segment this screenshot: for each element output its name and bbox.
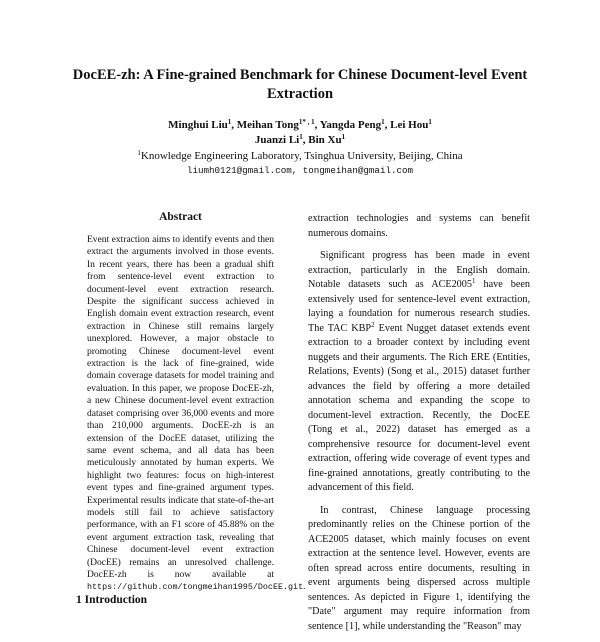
abstract-heading: Abstract [159, 211, 202, 223]
paragraph: Significant progress has been made in event extraction, particularly in the English domain. Notable datasets such as ACE2005$^1$ have been extensively used for sentence-level event extraction, laying a foundation for numerous research studies. The TAC KBP$^2$ Event Nugget dataset extends event extraction to a broader context by including event nuggets and their arguments. The Rich ERE (Entities, Relations, Events) (Song et al., 2015) dataset further advances the field by offering a more detailed annotation schema and expanding the scope to document-level extraction. Recently, the DocEE (Tong et al., 2022) dataset has emerged as a comprehensive resource for document-level event extraction, offering wide coverage of event types and fine-grained annotations, greatly contributing to the advancement of this field. [308, 250, 531, 493]
author-emails: liumh0121@gmail.com, tongmeihan@gmail.com [186, 165, 414, 176]
right-column [308, 212, 530, 642]
author-list [60, 118, 540, 148]
abstract-body: Event extraction aims to identify events and then extract the arguments involved in those events. In recent years, there has been a gradual shift from sentence-level event extraction to document-level event extraction research. Despite the significant success achieved in English domain event extraction research, event extraction in Chinese still remains largely unexplored. However, a major obstacle to promoting Chinese document-level event extraction is the lack of fine-grained, wide domain coverage datasets for model training and evaluation. In this paper, we propose DocEE-zh, a new Chinese document-level event extraction dataset comprising over 36,000 events and more than 210,000 arguments. DocEE-zh is an extension of the DocEE dataset, utilizing the same event schema, and all data has been meticulously annotated by human experts. We highlight two features: focus on high-interest event types and fine-grained argument types. Experimental results indicate that state-of-the-art models still fail to achieve satisfactory performance, with an F1 score of 45.88% on the event argument extraction task, revealing that Chinese document-level event extraction (DocEE) remains an unresolved challenge. DocEE-zh is now available at https://github.com/tongmeihan1995/DocEE.git. [87, 235, 306, 593]
author-name: Juanzi Li [254, 134, 300, 146]
abstract-text: Event extraction aims to identify events and then extract the arguments involved in those events. In recent years, there has been a gradual shift from sentence-level event extraction to document-level event extraction research. Despite the significant success achieved in English domain event extraction research, event extraction in Chinese still remains largely unexplored. However, a major obstacle to promoting Chinese document-level event extraction is the lack of fine-grained, wide domain coverage datasets for model training and evaluation. In this paper, we propose DocEE-zh, a new Chinese document-level event extraction dataset comprising over 36,000 events and more than 210,000 arguments. DocEE-zh is an extension of the DocEE dataset, utilizing the same event schema, and all data has been meticulously annotated by human experts. We highlight two features: focus on high-interest event types and fine-grained argument types. Experimental results indicate that state-of-the-art models still fail to achieve satisfactory performance, with an F1 score of 45.88% on the event argument extraction task, revealing that Chinese document-level event extraction (DocEE) remains an unresolved challenge. DocEE-zh is now available at [87, 235, 274, 580]
author-name: Yangda Peng [319, 119, 382, 131]
author-name: Minghui Liu [168, 119, 228, 131]
author-name: Lei Hou [390, 119, 429, 131]
authors-line-2: Juanzi Li$^1$, Bin Xu$^1$ [254, 133, 346, 146]
paper-title: DocEE-zh: A Fine-grained Benchmark for Chinese Document-level Event Extraction [72, 67, 528, 102]
author-name: Meihan Tong [236, 119, 299, 131]
author-name: Bin Xu [308, 134, 342, 146]
affiliation: $^1$Knowledge Engineering Laboratory, Tsinghua University, Beijing, China [137, 149, 463, 162]
authors-line-1: Minghui Liu$^1$, Meihan Tong$^{1* , 1}$, Yangda Peng$^1$, Lei Hou$^1$ [168, 118, 432, 131]
paragraph: extraction technologies and systems can benefit numerous domains. [308, 213, 530, 239]
paragraph: In contrast, Chinese language processing predominantly relies on the Chinese portion of the ACE2005 dataset, which mainly focuses on event extraction at the sentence level. However, events are often spread across entire documents, resulting in event arguments being dispersed across multiple sentences. As depicted in Figure 1, identifying the "Date" argument may require information from sentence [1], while understanding the "Reason" may [308, 504, 530, 632]
section-heading-introduction: 1 Introduction [76, 594, 148, 606]
abstract-url-link[interactable]: https://github.com/tongmeihan1995/DocEE.git [87, 582, 304, 593]
